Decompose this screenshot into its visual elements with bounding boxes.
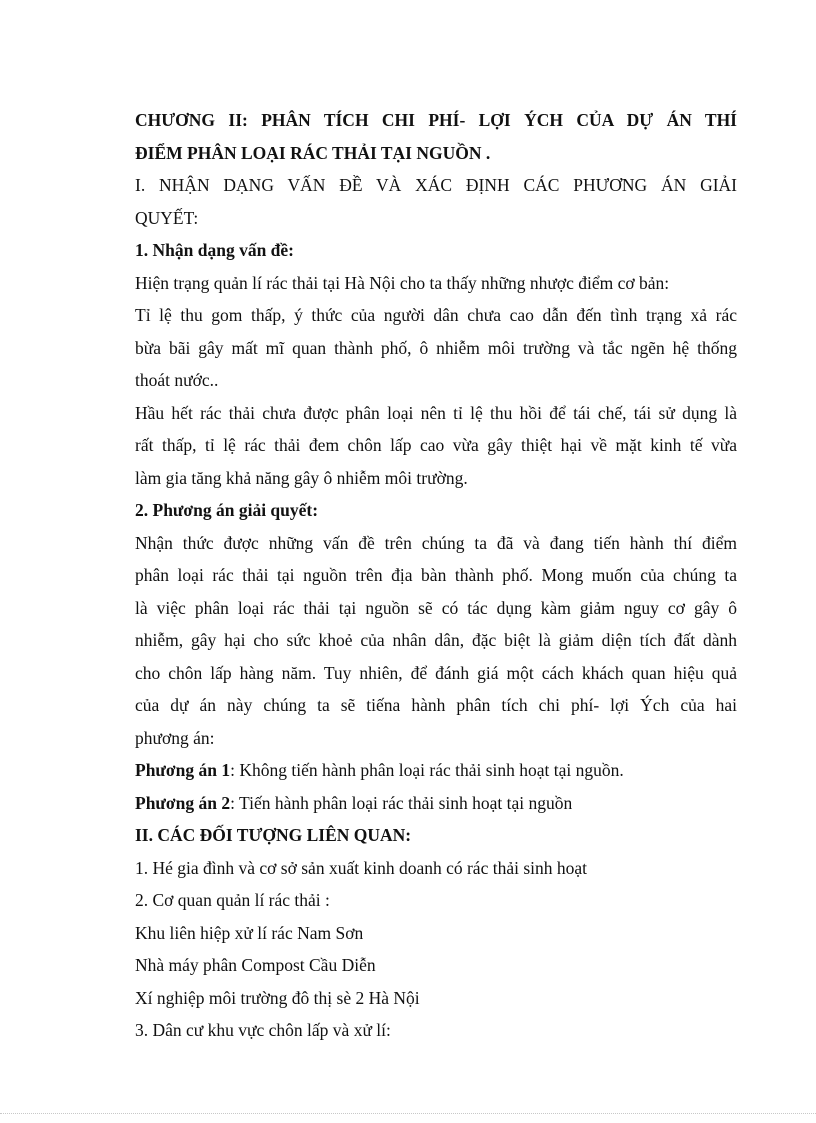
options-list [135, 754, 737, 819]
option-2 [135, 787, 737, 820]
list-item: Nhà máy phân Compost Cầu Diễn [135, 955, 376, 975]
subsection-2-body [135, 527, 737, 755]
subsection-1-body [135, 267, 737, 495]
list-item: Khu liên hiệp xử lí rác Nam Sơn [135, 922, 364, 943]
chapter-title-line-1: CHƯƠNG II: PHÂN TÍCH CHI PHÍ- LỢI ÝCH CỦA DỰ ÁN THÍ [135, 110, 737, 130]
option-1 [135, 754, 737, 787]
subsection-1-heading: 1. Nhận dạng vấn đề: [135, 240, 295, 260]
list-item: 1. Hé gia đình và cơ sở sản xuất kinh doanh có rác thải sinh hoạt [135, 857, 588, 878]
chapter-title [135, 104, 737, 169]
paragraph-line: phân loại rác thải tại nguồn trên địa bàn thành phố. Mong muốn của chúng ta [135, 565, 737, 585]
paragraph-line: cho chôn lấp hàng năm. Tuy nhiên, để đánh giá một cách khách quan hiệu quả [135, 662, 737, 683]
chapter-title-line-2: ĐIỂM PHÂN LOẠI RÁC THẢI TẠI NGUỒN . [135, 142, 491, 163]
document-page [135, 104, 737, 1047]
list-item: 2. Cơ quan quản lí rác thải : [135, 890, 330, 910]
section-1-heading [135, 169, 737, 234]
option-2-label: Phương án 2 [135, 792, 231, 813]
paragraph-line: Hiện trạng quản lí rác thải tại Hà Nội cho ta thấy những nhược điểm cơ bản: [135, 272, 670, 293]
section-1-heading-line-1: I. NHẬN DẠNG VẤN ĐỀ VÀ XÁC ĐỊNH CÁC PHƯƠNG ÁN GIẢI [135, 175, 737, 195]
paragraph-line: rất thấp, tỉ lệ rác thải đem chôn lấp cao vừa gây thiệt hại về mặt kinh tế vừa [135, 435, 737, 455]
paragraph-line: nhiễm, gây hại cho sức khoẻ của nhân dân, đặc biệt là giảm diện tích đất dành [135, 630, 737, 650]
section-1-heading-line-2: QUYẾT: [135, 207, 199, 228]
paragraph-line: là việc phân loại rác thải tại nguồn sẽ có tác dụng kàm giảm nguy cơ gây ô [135, 597, 737, 618]
section-2-list [135, 852, 737, 1047]
paragraph-line: Nhận thức được những vấn đề trên chúng ta đã và đang tiến hành thí điểm [135, 532, 737, 553]
option-2-text: : Tiến hành phân loại rác thải sinh hoạt tại nguồn [230, 792, 573, 813]
subsection-2-heading: 2. Phương án giải quyết: [135, 500, 319, 520]
paragraph-line: Tỉ lệ thu gom thấp, ý thức của người dân chưa cao dẫn đến tình trạng xả rác [135, 305, 737, 325]
paragraph-line: của dự án này chúng ta sẽ tiếna hành phân tích chi phí- lợi Ých của hai [135, 695, 737, 715]
page-bottom-rule [0, 1113, 816, 1114]
paragraph-line: Hầu hết rác thải chưa được phân loại nên tỉ lệ thu hồi để tái chế, tái sử dụng là [135, 402, 737, 423]
option-1-text: : Không tiến hành phân loại rác thải sinh hoạt tại nguồn. [230, 760, 624, 780]
paragraph-line: làm gia tăng khả năng gây ô nhiễm môi trường. [135, 467, 468, 488]
list-item: Xí nghiệp môi trường đô thị sè 2 Hà Nội [135, 987, 420, 1008]
section-2-heading: II. CÁC ĐỐI TƯỢNG LIÊN QUAN: [135, 825, 412, 845]
paragraph-line: phương án: [135, 727, 215, 748]
list-item: 3. Dân cư khu vực chôn lấp và xử lí: [135, 1020, 391, 1040]
option-1-label: Phương án 1 [135, 760, 231, 780]
paragraph-line: bừa bãi gây mất mĩ quan thành phố, ô nhiễm môi trường và tắc ngẽn hệ thống [135, 337, 737, 358]
paragraph-line: thoát nước.. [135, 370, 219, 390]
